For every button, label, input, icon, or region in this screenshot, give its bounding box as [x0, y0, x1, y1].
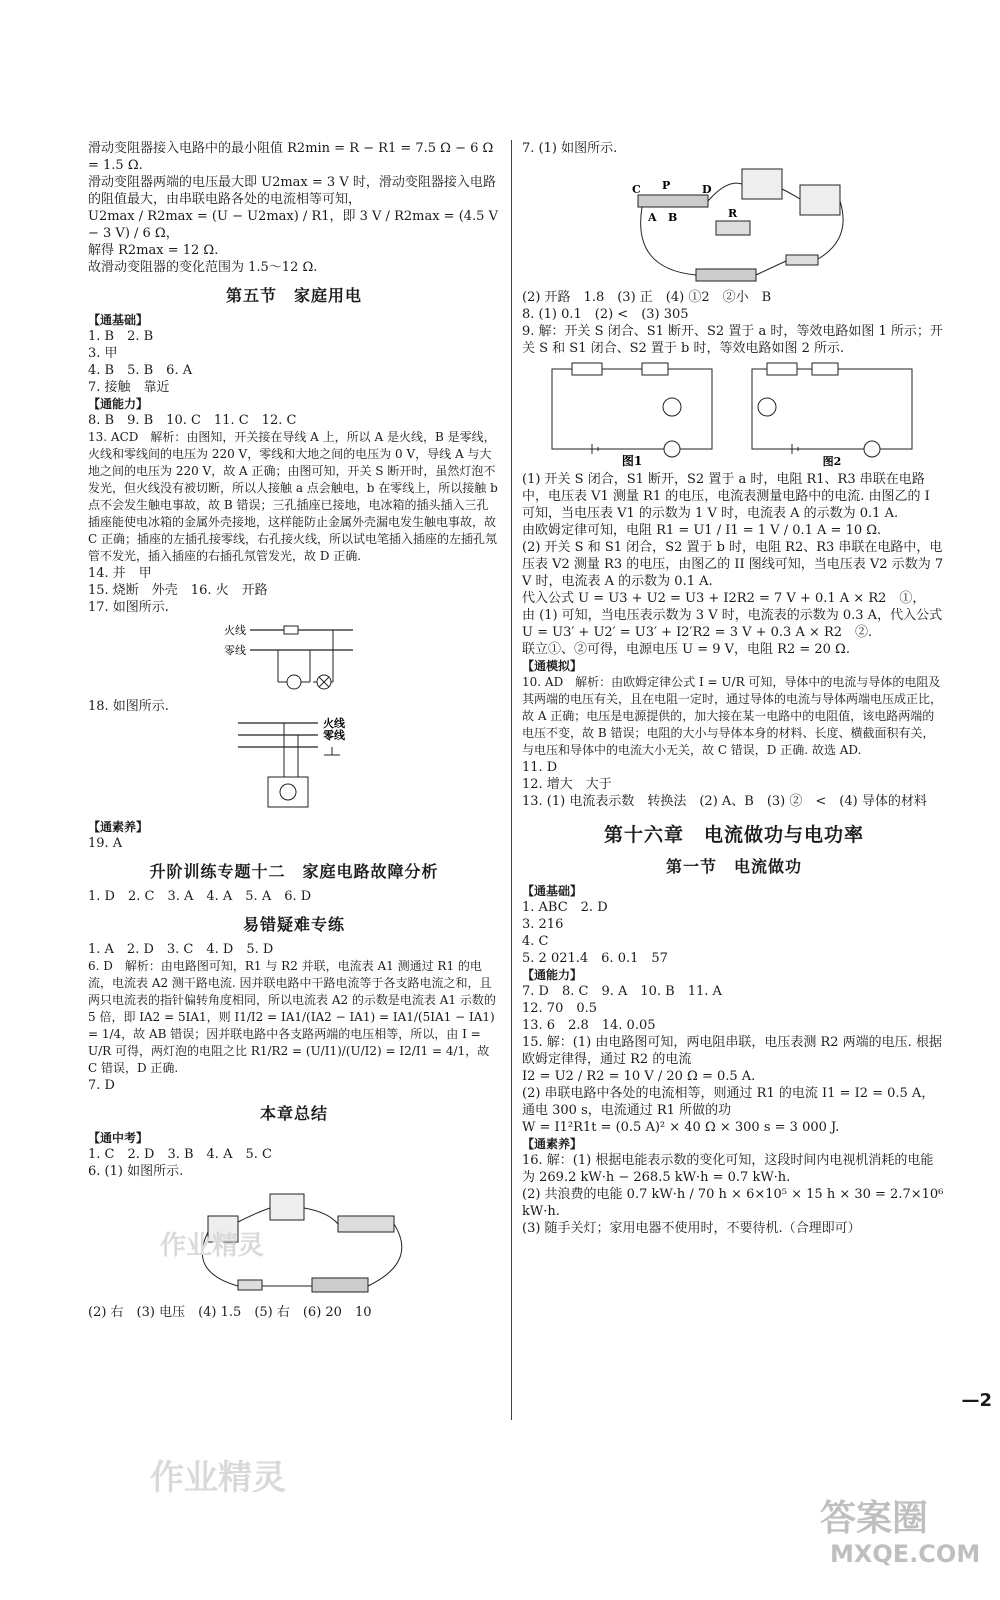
answer-line: 19. A [88, 836, 123, 851]
answer-line: 7. D [88, 1078, 115, 1093]
answer-line: 8. (1) 0.1 (2) < (3) 305 [522, 307, 689, 322]
watermark: MXQE.COM [830, 1540, 981, 1568]
answer-line: 3. 216 [522, 917, 564, 932]
fig17-zero-label: 零线 [224, 644, 246, 657]
fig7-label-d: D [702, 183, 712, 196]
column-divider [511, 140, 512, 1420]
watermark: 答案圈 [820, 1498, 929, 1539]
special-title: 升阶训练专题十二 家庭电路故障分析 [149, 862, 439, 881]
answer-line: 7. (1) 如图所示. [522, 141, 618, 156]
q16-part1: 16. 解：(1) 根据电能表示数的变化可知，这段时间内电视机消耗的电能为 269.2 kW·h − 268.5 kW·h = 0.7 kW·h. [522, 1153, 934, 1185]
tag-literacy: 【通素养】 [88, 820, 149, 834]
answer-line: 6. (1) 如图所示. [88, 1164, 184, 1179]
page-number: —2 [961, 1390, 992, 1411]
section-title: 第一节 电流做功 [665, 857, 802, 876]
left-column [88, 140, 500, 1321]
fig7-label-a: A [648, 211, 657, 224]
fig7-label-b: B [668, 211, 678, 224]
answer-line: 14. 并 甲 [88, 566, 152, 581]
answer-line: 1. D 2. C 3. A 4. A 5. A 6. D [88, 889, 312, 904]
answer-line: 4. B 5. B 6. A [88, 363, 193, 378]
fig9-caption-2: 图2 [822, 455, 842, 468]
tag-simulation: 【通模拟】 [522, 659, 583, 673]
answer-line: 15. 烧断 外壳 16. 火 开路 [88, 583, 268, 598]
summary-title: 本章总结 [259, 1104, 328, 1123]
intro-line: 滑动变阻器接入电路中的最小阻值 R2min = R − R1 = 7.5 Ω − 6 Ω = 1.5 Ω. [88, 141, 494, 173]
fig9-caption-1: 图1 [621, 454, 643, 468]
q9-eq2: 由 (1) 可知，当电压表示数为 3 V 时，电流表的示数为 0.3 A，代入公式 U = U3′ + U2′ = U3′ + I2′R2 = 3 V + 0.3 A × R2 ②. [522, 608, 943, 640]
answer-line: 8. B 9. B 10. C 11. C 12. C [88, 413, 297, 428]
answer-line: 1. A 2. D 3. C 4. D 5. D [88, 942, 274, 957]
q15-calc2: W = I1²R1t = (0.5 A)² × 40 Ω × 300 s = 3 000 J. [522, 1120, 840, 1135]
fig7-circuit [522, 159, 946, 287]
answer-line: 12. 70 0.5 [522, 1001, 598, 1016]
fig7-label-r: R [728, 207, 738, 220]
q9-part1: (1) 开关 S 闭合，S1 断开，S2 置于 a 时，电阻 R1、R3 串联在电路中，电压表 V1 测量 R1 的电压，电流表测量电路中的电流. 由图乙的 I 可知，当电压表 V1 的示数为 1 V 时，电流表 A 的示数为 0.1 A. [522, 472, 930, 521]
answer-line: 12. 增大 大于 [522, 777, 612, 792]
intro-line: 解得 R2max = 12 Ω. [88, 243, 219, 258]
fig17-circuit [88, 618, 500, 696]
tag-basic: 【通基础】 [88, 313, 149, 327]
fig18-zero-label: 零线 [323, 729, 345, 742]
err-q6-explanation: 6. D 解析：由电路图可知，R1 与 R2 并联，电流表 A1 测通过 R1 的电流，电流表 A2 测干路电流. 因并联电路中干路电流等于各支路电流之和，且两只电流表的指针偏转角度相同，所以电流表 A2 的示数是电流表 A1 示数的 5 倍，即 IA2 = 5IA1，则 I1/I2 = IA1/(IA2 − IA1) = IA1/(5IA1 − IA1) = 1/4，故 AB 错误；因并联电路中各支路两端的电压相等，所以，由 I = U/R 可得，两灯泡的电阻之比 R1/R2 = (U/I1)/(U/I2) = I2/I1 = 4/1，故 C 错误，D 正确. [88, 959, 496, 1075]
q9-result: 联立①、②可得，电源电压 U = 9 V，电阻 R2 = 20 Ω. [522, 642, 850, 657]
watermark: 作业精灵 [160, 1231, 265, 1261]
q16-part2: (2) 共浪费的电能 0.7 kW·h / 70 h × 6×10⁵ × 15 h × 30 = 2.7×10⁶ kW·h. [522, 1187, 944, 1219]
tag-ability: 【通能力】 [522, 968, 583, 982]
q15-part1: 15. 解：(1) 由电路图可知，两电阻串联，电压表测 R2 两端的电压. 根据欧姆定律得，通过 R2 的电流 [522, 1035, 942, 1067]
tag-ability: 【通能力】 [88, 397, 149, 411]
answer-line: 1. C 2. D 3. B 4. A 5. C [88, 1147, 272, 1162]
q15-part2: (2) 串联电路中各处的电流相等，则通过 R1 的电流 I1 = I2 = 0.5 A，通电 300 s，电流通过 R1 所做的功 [522, 1086, 935, 1118]
q9-part2: (2) 开关 S 和 S1 闭合，S2 置于 b 时，电阻 R2、R3 串联在电路中，电压表 V2 测量 R3 的电压，由图乙的 II 图线可知，当电压表 V2 示数为 7 V 时，电流表 A 的示数为 0.1 A. [522, 540, 944, 589]
answer-line: 13. 6 2.8 14. 0.05 [522, 1018, 656, 1033]
fig17-fire-label: 火线 [224, 624, 246, 637]
section-title: 第五节 家庭用电 [225, 286, 362, 305]
fig18-circuit [88, 717, 500, 817]
q15-calc1: I2 = U2 / R2 = 10 V / 20 Ω = 0.5 A. [522, 1069, 756, 1084]
answer-line: (2) 右 (3) 电压 (4) 1.5 (5) 右 (6) 20 10 [88, 1305, 372, 1320]
fig9-circuits [522, 359, 946, 469]
tag-basic: 【通基础】 [522, 884, 583, 898]
answer-line: (2) 开路 1.8 (3) 正 (4) ①2 ②小 B [522, 290, 772, 305]
q16-part3: (3) 随手关灯；家用电器不使用时，不要待机.（合理即可） [522, 1221, 861, 1236]
answer-line: 17. 如图所示. [88, 600, 169, 615]
answer-line: 18. 如图所示. [88, 699, 169, 714]
answer-line: 13. (1) 电流表示数 转换法 (2) A、B (3) ② < (4) 导体的材料 [522, 794, 927, 809]
summary-q6-circuit [88, 1182, 500, 1302]
q9-intro: 9. 解：开关 S 闭合、S1 断开、S2 置于 a 时，等效电路如图 1 所示；开关 S 和 S1 闭合、S2 置于 b 时，等效电路如图 2 所示. [522, 324, 943, 356]
q13-explanation: 13. ACD 解析：由图知，开关接在导线 A 上，所以 A 是火线，B 是零线，火线和零线间的电压为 220 V，零线和大地之间的电压为 0 V，导线 A 与大地之间的电压为 220 V，故 A 正确；由图可知，开关 S 断开时，虽然灯泡不发光，但火线没有被切断，所以人接触 a 点会触电，b 在零线上，所以接触 b 点不会发生触电事故，故 B 错误；三孔插座已接地，电冰箱的插头插入三孔插座能使电冰箱的金属外壳接地，这样能防止金属外壳漏电发生触电事故，故 C 正确；插座的左插孔接零线，右孔接火线，所以试电笔插入插座的左插孔氖管不发光，插入插座的右插孔氖管发光，故 D 正确. [88, 430, 498, 563]
right-column [522, 140, 946, 1237]
chapter-title: 第十六章 电流做功与电功率 [603, 824, 864, 846]
tag-exam: 【通中考】 [88, 1131, 149, 1145]
fig18-fire-label: 火线 [323, 717, 345, 730]
tag-literacy: 【通素养】 [522, 1137, 583, 1151]
answer-line: 7. D 8. C 9. A 10. B 11. A [522, 984, 722, 999]
q9-part1-calc: 由欧姆定律可知，电阻 R1 = U1 / I1 = 1 V / 0.1 A = 10 Ω. [522, 523, 882, 538]
intro-line: 故滑动变阻器的变化范围为 1.5～12 Ω. [88, 260, 318, 275]
q10-explanation: 10. AD 解析：由欧姆定律公式 I = U/R 可知，导体中的电流与导体的电阻及其两端的电压有关，且在电阻一定时，通过导体的电流与导体两端电压成正比，故 A 正确；电压是电源提供的，加大接在某一电路中的电阻值，该电路两端的电压不变，故 B 错误；电阻的大小与导体本身的材料、长度、横截面积有关，与电压和导体中的电流大小无关，故 C 错误，D 正确. 故选 AD. [522, 675, 943, 757]
answer-line: 11. D [522, 760, 558, 775]
answer-line: 3. 甲 [88, 346, 118, 361]
answer-line: 5. 2 021.4 6. 0.1 57 [522, 951, 668, 966]
intro-line: U2max / R2max = (U − U2max) / R1，即 3 V / R2max = (4.5 V − 3 V) / 6 Ω， [88, 209, 498, 241]
error-title: 易错疑难专练 [242, 915, 345, 934]
watermark: 作业精灵 [150, 1458, 286, 1498]
answer-line: 1. B 2. B [88, 329, 154, 344]
answer-line: 1. ABC 2. D [522, 900, 608, 915]
answer-line: 7. 接触 靠近 [88, 380, 170, 395]
q9-eq1: 代入公式 U = U3 + U2 = U3 + I2R2 = 7 V + 0.1 A × R2 ①， [522, 591, 926, 606]
fig7-label-p: P [662, 179, 671, 192]
intro-line: 滑动变阻器两端的电压最大即 U2max = 3 V 时，滑动变阻器接入电路的阻值最大，由串联电路各处的电流相等可知， [88, 175, 496, 207]
answer-line: 4. C [522, 934, 549, 949]
fig7-label-c: C [632, 183, 641, 196]
